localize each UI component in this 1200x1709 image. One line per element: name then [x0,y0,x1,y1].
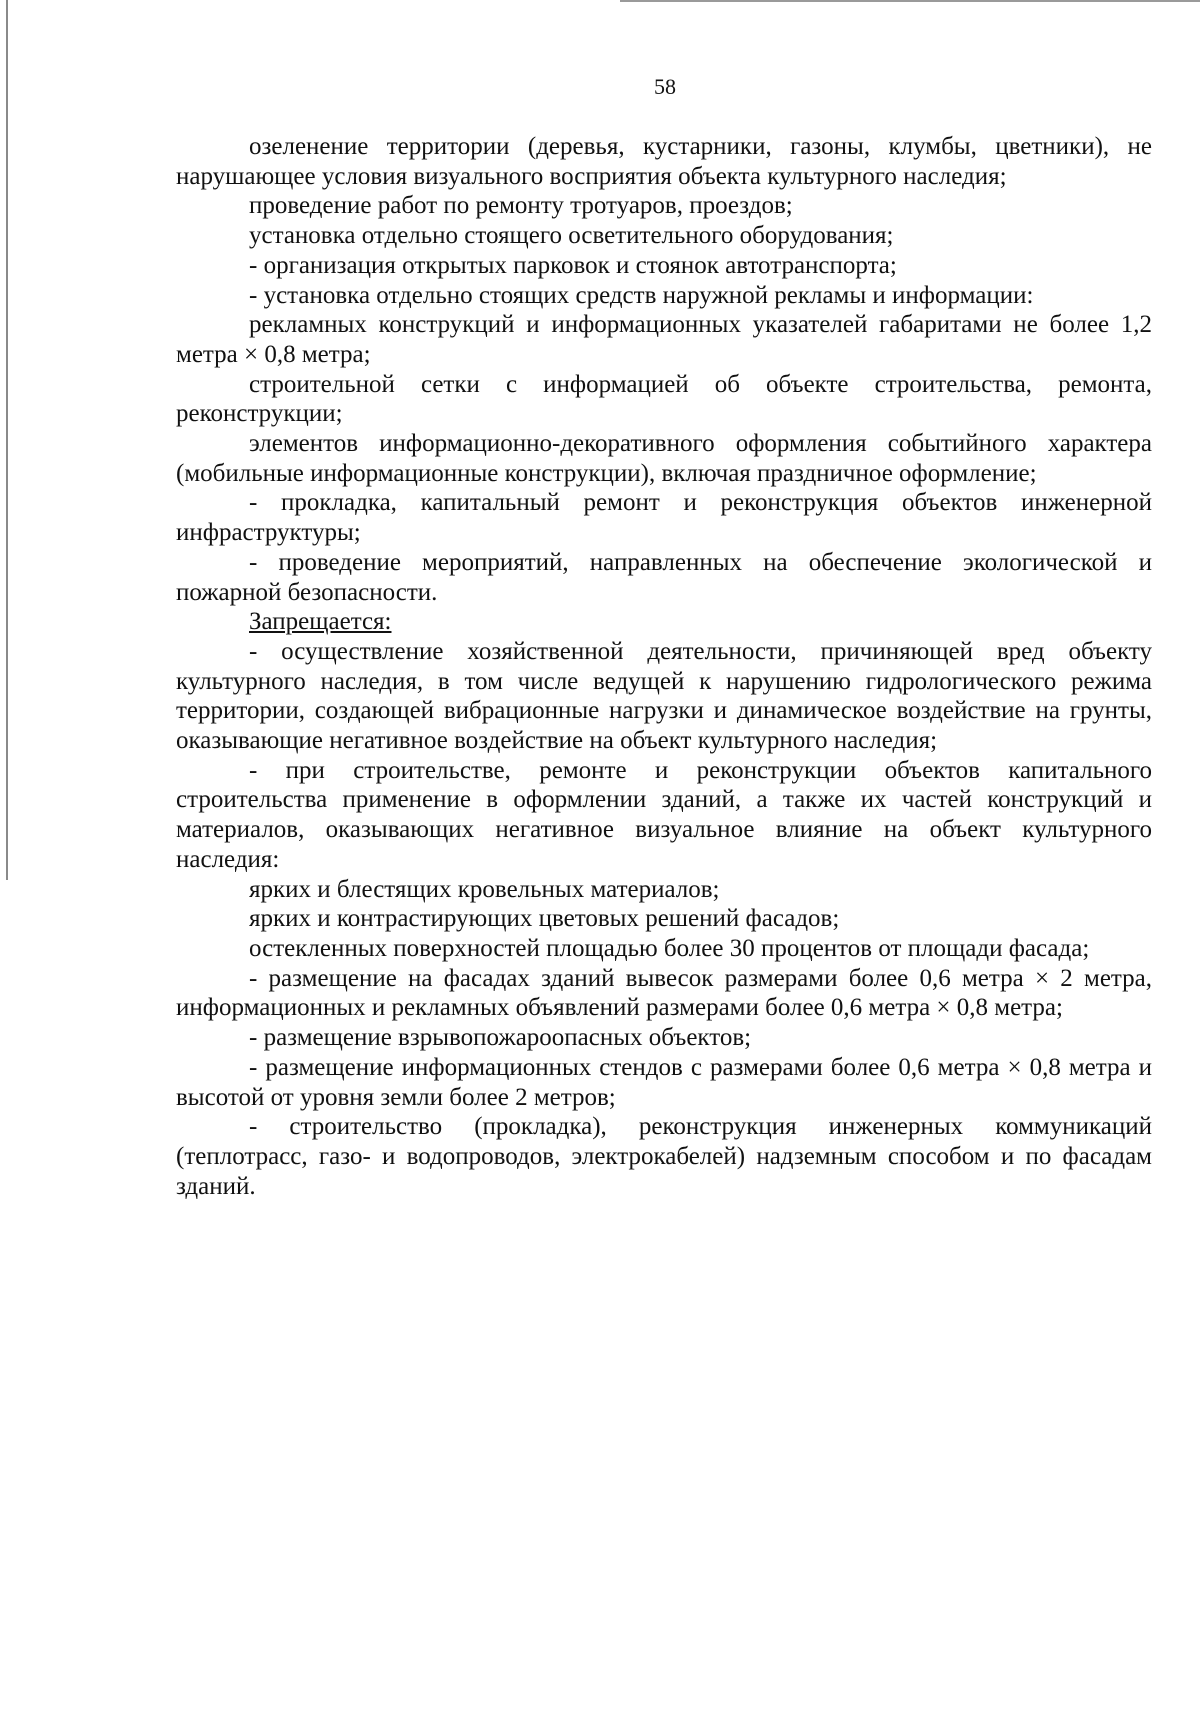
scan-edge-left [6,0,8,880]
paragraph: элементов информационно-декоративного оформления событийного характера (мобильные информационные конструкции), включая праздничное оформление; [176,430,1152,487]
paragraph: - размещение информационных стендов с размерами более 0,6 метра × 0,8 метра и высотой от уровня земли более 2 метров; [176,1053,1152,1111]
paragraph: ярких и контрастирующих цветовых решений фасадов; [249,905,840,933]
paragraph: - строительство (прокладка), реконструкция инженерных коммуникаций (теплотрасс, газо- и водопроводов, электрокабелей) надземным способом и по фасадам зданий. [176,1113,1152,1200]
paragraph: - организация открытых парковок и стоянок автотранспорта; [249,251,897,279]
paragraph: рекламных конструкций и информационных указателей габаритами не более 1,2 метра × 0,8 метра; [176,311,1152,368]
paragraph: - прокладка, капитальный ремонт и реконструкция объектов инженерной инфраструктуры; [176,489,1152,547]
paragraph: строительной сетки с информацией об объекте строительства, ремонта, реконструкции; [176,370,1152,428]
paragraph: установка отдельно стоящего осветительного оборудования; [249,222,894,250]
paragraph: проведение работ по ремонту тротуаров, проездов; [249,192,793,220]
document-body [176,132,1152,1201]
paragraph: - установка отдельно стоящих средств наружной рекламы и информации: [249,281,1034,309]
prohibited-heading: Запрещается: [249,608,392,636]
scan-edge-top [620,0,1200,2]
prohibited-heading-paragraph [176,607,1152,637]
paragraph: - размещение взрывопожароопасных объектов; [249,1024,752,1052]
page-number: 58 [654,74,676,99]
paragraph: - проведение мероприятий, направленных на обеспечение экологической и пожарной безопасности. [176,548,1152,606]
paragraph: ярких и блестящих кровельных материалов; [249,875,720,903]
paragraph: - размещение на фасадах зданий вывесок размерами более 0,6 метра × 2 метра, информационных и рекламных объявлений размерами более 0,6 метра × 0,8 метра; [176,964,1152,1022]
paragraph: - при строительстве, ремонте и реконструкции объектов капитального строительства применение в оформлении зданий, а также их частей конструкций и материалов, оказывающих негативное визуальное влияние на объект культурного наследия: [176,756,1152,873]
paragraph: - осуществление хозяйственной деятельности, причиняющей вред объекту культурного наследия, в том числе ведущей к нарушению гидрологического режима территории, создающей вибрационные нагрузки и динамическое воздействие на грунты, оказывающие негативное воздействие на объект культурного наследия; [176,637,1152,755]
paragraph: озеленение территории (деревья, кустарники, газоны, клумбы, цветники), не нарушающее условия визуального восприятия объекта культурного наследия; [176,133,1152,190]
paragraph: остекленных поверхностей площадью более 30 процентов от площади фасада; [249,934,1090,962]
